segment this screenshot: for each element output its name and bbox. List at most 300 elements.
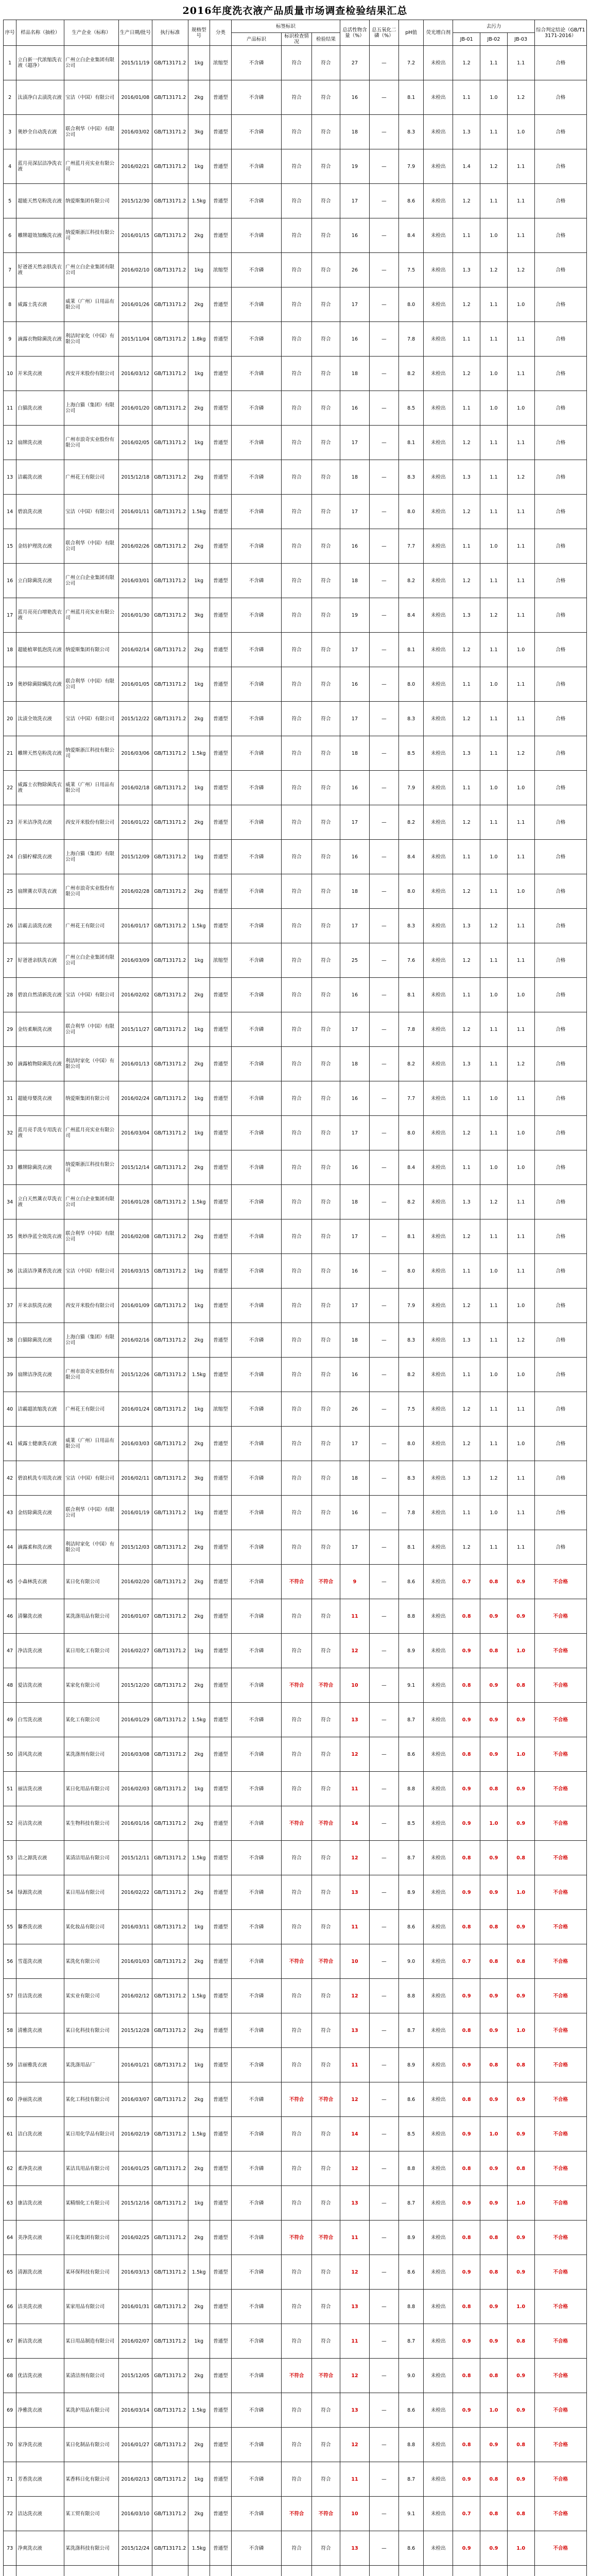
cell-active: 17: [340, 1427, 369, 1461]
cell-stain-a: 0.8: [453, 1841, 480, 1875]
cell-seq: 5: [4, 184, 16, 218]
cell-phosphate: —: [369, 495, 398, 529]
cell-stain-a: 0.9: [453, 1979, 480, 2013]
cell-result: 符合: [312, 2048, 340, 2082]
cell-date: 2015/12/11: [118, 1841, 152, 1875]
cell-check: 符合: [282, 1530, 312, 1565]
cell-producer: 广州花王有限公司: [64, 909, 118, 943]
cell-product: 蓝月亮手洗专用洗衣液: [16, 1116, 64, 1150]
cell-stain-c: 1.0: [507, 2290, 534, 2324]
cell-stain-c: 0.9: [507, 2082, 534, 2117]
cell-stain-b: 1.1: [480, 805, 508, 840]
cell-active: 18: [340, 1461, 369, 1496]
cell-active: [340, 2566, 369, 2576]
cell-stain-b: 1.1: [480, 287, 508, 322]
cell-date: 2016/02/26: [118, 529, 152, 564]
cell-product: 滴露柔和洗衣液: [16, 1530, 64, 1565]
cell-stain-a: 1.2: [453, 1289, 480, 1323]
cell-date: 2016/01/28: [118, 1185, 152, 1219]
table-row: [4, 2359, 587, 2393]
cell-verdict: 合格: [534, 1081, 586, 1116]
cell-spec: 1kg: [188, 1496, 210, 1530]
cell-stain-a: 0.8: [453, 1737, 480, 1772]
cell-result: 符合: [312, 1392, 340, 1427]
cell-result: 符合: [312, 495, 340, 529]
cell-verdict: 合格: [534, 426, 586, 460]
cell-claim: 不含磷: [232, 2531, 282, 2566]
cell-fluor: 未检出: [424, 1806, 453, 1841]
cell-stain-b: 1.1: [480, 460, 508, 495]
cell-seq: 11: [4, 391, 16, 426]
cell-verdict: 合格: [534, 253, 586, 287]
cell-standard: GB/T13171.2: [152, 840, 188, 874]
cell-producer: 上海白猫（集团）有限公司: [64, 391, 118, 426]
table-row: [4, 805, 587, 840]
cell-verdict: 不合格: [534, 2359, 586, 2393]
cell-phosphate: —: [369, 564, 398, 598]
cell-fluor: 未检出: [424, 1081, 453, 1116]
cell-fluor: 未检出: [424, 115, 453, 149]
cell-fluor: 未检出: [424, 2117, 453, 2151]
cell-check: 符合: [282, 1392, 312, 1427]
cell-verdict: 合格: [534, 909, 586, 943]
cell-stain-a: [453, 2566, 480, 2576]
cell-date: 2016/02/10: [118, 253, 152, 287]
cell-verdict: 不合格: [534, 2290, 586, 2324]
cell-active: 12: [340, 2255, 369, 2290]
cell-date: 2016/02/16: [118, 1323, 152, 1358]
cell-spec: 2kg: [188, 1737, 210, 1772]
cell-result: 符合: [312, 2186, 340, 2221]
cell-check: 符合: [282, 287, 312, 322]
cell-check: 符合: [282, 1737, 312, 1772]
cell-ph: 8.1: [398, 80, 424, 115]
cell-standard: GB/T13171.2: [152, 253, 188, 287]
cell-standard: GB/T13171.2: [152, 805, 188, 840]
cell-phosphate: —: [369, 218, 398, 253]
cell-producer: 某洗涤剂有限公司: [64, 1737, 118, 1772]
cell-fluor: 未检出: [424, 2324, 453, 2359]
cell-verdict: 不合格: [534, 2462, 586, 2497]
cell-standard: GB/T13171.2: [152, 2013, 188, 2048]
cell-fluor: 未检出: [424, 2221, 453, 2255]
cell-active: 16: [340, 218, 369, 253]
cell-verdict: 不合格: [534, 1910, 586, 1944]
cell-producer: 宝洁（中国）有限公司: [64, 978, 118, 1012]
cell-ph: 8.6: [398, 2531, 424, 2566]
cell-stain-a: 1.1: [453, 771, 480, 805]
cell-ph: 8.4: [398, 218, 424, 253]
cell-stain-a: 1.2: [453, 184, 480, 218]
cell-stain-b: 1.0: [480, 1150, 508, 1185]
cell-stain-b: 1.1: [480, 736, 508, 771]
cell-ph: 9.1: [398, 2497, 424, 2531]
cell-standard: GB/T13171.2: [152, 1392, 188, 1427]
cell-check: 不符合: [282, 2082, 312, 2117]
cell-stain-b: 0.9: [480, 1979, 508, 2013]
cell-check: 符合: [282, 253, 312, 287]
cell-fluor: 未检出: [424, 598, 453, 633]
cell-product: 小森林洗衣液: [16, 1565, 64, 1599]
cell-seq: 62: [4, 2151, 16, 2186]
cell-product: 扇牌洁净洗衣液: [16, 1358, 64, 1392]
cell-check: 符合: [282, 357, 312, 391]
table-row: [4, 322, 587, 357]
cell-check: 符合: [282, 1185, 312, 1219]
cell-fluor: 未检出: [424, 2497, 453, 2531]
cell-type: 普通型: [210, 529, 231, 564]
cell-ph: 8.2: [398, 564, 424, 598]
cell-date: 2015/12/28: [118, 2013, 152, 2048]
table-row: [4, 2531, 587, 2566]
cell-date: 2015/12/30: [118, 184, 152, 218]
cell-type: 普通型: [210, 495, 231, 529]
cell-check: 符合: [282, 1150, 312, 1185]
cell-stain-a: 1.2: [453, 564, 480, 598]
cell-claim: 不含磷: [232, 2082, 282, 2117]
cell-seq: [4, 2566, 16, 2576]
cell-date: 2016/02/07: [118, 2324, 152, 2359]
cell-active: 17: [340, 1116, 369, 1150]
cell-ph: 8.1: [398, 426, 424, 460]
cell-stain-a: 1.1: [453, 1081, 480, 1116]
cell-verdict: 合格: [534, 633, 586, 667]
cell-standard: GB/T13171.2: [152, 2324, 188, 2359]
cell-product: 芳香洗衣液: [16, 2462, 64, 2497]
cell-type: 普通型: [210, 2186, 231, 2221]
cell-claim: 不含磷: [232, 1150, 282, 1185]
cell-standard: GB/T13171.2: [152, 736, 188, 771]
cell-fluor: 未检出: [424, 2531, 453, 2566]
cell-stain-c: 0.9: [507, 1910, 534, 1944]
cell-claim: 不含磷: [232, 1668, 282, 1703]
cell-check: 符合: [282, 2462, 312, 2497]
cell-date: 2016/02/12: [118, 1979, 152, 2013]
cell-type: 普通型: [210, 1358, 231, 1392]
cell-spec: 2kg: [188, 218, 210, 253]
cell-standard: GB/T13171.2: [152, 598, 188, 633]
cell-claim: 不含磷: [232, 840, 282, 874]
cell-result: 符合: [312, 1634, 340, 1668]
table-row: [4, 218, 587, 253]
table-row: [4, 46, 587, 80]
header-fluor: 荧光增白剂: [424, 20, 453, 46]
cell-stain-c: 1.1: [507, 1496, 534, 1530]
cell-active: 18: [340, 736, 369, 771]
header-spec: 规格型号: [188, 20, 210, 46]
cell-product: 好爸爸天然亲肤洗衣液: [16, 253, 64, 287]
cell-verdict: 合格: [534, 287, 586, 322]
cell-ph: 8.1: [398, 1219, 424, 1254]
cell-spec: 1kg: [188, 2048, 210, 2082]
cell-active: 12: [340, 2359, 369, 2393]
cell-date: 2016/02/22: [118, 1875, 152, 1910]
cell-claim: 不含磷: [232, 287, 282, 322]
cell-verdict: 合格: [534, 1047, 586, 1081]
cell-fluor: 未检出: [424, 2255, 453, 2290]
cell-result: 符合: [312, 1289, 340, 1323]
cell-claim: 不含磷: [232, 1806, 282, 1841]
cell-check: 符合: [282, 529, 312, 564]
cell-active: 12: [340, 1841, 369, 1875]
cell-seq: 46: [4, 1599, 16, 1634]
cell-stain-a: 1.2: [453, 426, 480, 460]
cell-type: 普通型: [210, 2082, 231, 2117]
cell-claim: 不含磷: [232, 1565, 282, 1599]
cell-stain-b: 1.1: [480, 115, 508, 149]
cell-product: 立白新一代浓缩洗衣液（超净）: [16, 46, 64, 80]
cell-result: 符合: [312, 564, 340, 598]
cell-product: 家净洗衣液: [16, 2428, 64, 2462]
table-row: [4, 1254, 587, 1289]
table-row: [4, 1530, 587, 1565]
cell-phosphate: —: [369, 2324, 398, 2359]
cell-verdict: 不合格: [534, 1772, 586, 1806]
cell-producer: 某日化制品有限公司: [64, 2428, 118, 2462]
cell-stain-c: 1.1: [507, 598, 534, 633]
cell-result: 符合: [312, 1323, 340, 1358]
cell-date: 2016/01/11: [118, 495, 152, 529]
cell-fluor: 未检出: [424, 1289, 453, 1323]
cell-check: 符合: [282, 46, 312, 80]
cell-result: 符合: [312, 2151, 340, 2186]
cell-seq: 73: [4, 2531, 16, 2566]
cell-phosphate: —: [369, 115, 398, 149]
cell-stain-c: 1.0: [507, 633, 534, 667]
cell-fluor: 未检出: [424, 1910, 453, 1944]
cell-result: 不符合: [312, 1944, 340, 1979]
cell-phosphate: —: [369, 1496, 398, 1530]
cell-date: 2015/11/04: [118, 322, 152, 357]
cell-standard: GB/T13171.2: [152, 1599, 188, 1634]
cell-claim: 不含磷: [232, 1012, 282, 1047]
cell-stain-c: 0.8: [507, 2048, 534, 2082]
cell-verdict: 合格: [534, 564, 586, 598]
cell-active: 17: [340, 495, 369, 529]
cell-claim: 不含磷: [232, 978, 282, 1012]
cell-stain-b: 1.2: [480, 149, 508, 184]
cell-producer: 某家化有限公司: [64, 1668, 118, 1703]
cell-fluor: 未检出: [424, 1530, 453, 1565]
cell-type: 浓缩型: [210, 943, 231, 978]
cell-stain-c: 1.1: [507, 184, 534, 218]
cell-standard: GB/T13171.2: [152, 2221, 188, 2255]
cell-producer: 联合利华（中国）有限公司: [64, 529, 118, 564]
cell-spec: 2kg: [188, 874, 210, 909]
cell-stain-c: 1.0: [507, 1289, 534, 1323]
cell-phosphate: —: [369, 391, 398, 426]
cell-spec: 1kg: [188, 771, 210, 805]
cell-fluor: 未检出: [424, 2393, 453, 2428]
cell-ph: 8.8: [398, 2151, 424, 2186]
cell-ph: 8.8: [398, 1772, 424, 1806]
cell-stain-b: 1.0: [480, 80, 508, 115]
cell-producer: 西安开米股份有限公司: [64, 805, 118, 840]
cell-stain-a: 0.9: [453, 1703, 480, 1737]
cell-ph: 8.3: [398, 702, 424, 736]
cell-result: 符合: [312, 2290, 340, 2324]
cell-standard: GB/T13171.2: [152, 1427, 188, 1461]
cell-verdict: 合格: [534, 978, 586, 1012]
cell-fluor: 未检出: [424, 2186, 453, 2221]
cell-stain-b: 0.8: [480, 2497, 508, 2531]
cell-producer: 联合利华（中国）有限公司: [64, 667, 118, 702]
cell-standard: GB/T13171.2: [152, 978, 188, 1012]
cell-standard: GB/T13171.2: [152, 771, 188, 805]
cell-stain-c: 1.1: [507, 564, 534, 598]
cell-date: 2016/02/13: [118, 2462, 152, 2497]
cell-fluor: 未检出: [424, 460, 453, 495]
cell-ph: 8.3: [398, 1461, 424, 1496]
cell-active: 12: [340, 1979, 369, 2013]
cell-type: 普通型: [210, 1289, 231, 1323]
cell-active: 16: [340, 1254, 369, 1289]
cell-result: 符合: [312, 2531, 340, 2566]
cell-phosphate: —: [369, 253, 398, 287]
cell-producer: 某清洁用品有限公司: [64, 1841, 118, 1875]
cell-product: 丽洁洗衣液: [16, 1772, 64, 1806]
cell-producer: 联合利华（中国）有限公司: [64, 1219, 118, 1254]
cell-verdict: 合格: [534, 529, 586, 564]
cell-spec: 1.5kg: [188, 2255, 210, 2290]
cell-result: 符合: [312, 253, 340, 287]
cell-seq: 19: [4, 667, 16, 702]
cell-date: [118, 2566, 152, 2576]
cell-stain-b: 1.1: [480, 943, 508, 978]
cell-seq: 20: [4, 702, 16, 736]
cell-stain-a: 0.8: [453, 2151, 480, 2186]
cell-result: 符合: [312, 1047, 340, 1081]
cell-claim: 不含磷: [232, 1634, 282, 1668]
cell-ph: 7.8: [398, 322, 424, 357]
table-body: [4, 46, 587, 2576]
cell-producer: [64, 2566, 118, 2576]
cell-phosphate: —: [369, 322, 398, 357]
cell-ph: 7.2: [398, 46, 424, 80]
cell-stain-b: 0.9: [480, 2531, 508, 2566]
cell-phosphate: —: [369, 909, 398, 943]
cell-fluor: 未检出: [424, 1496, 453, 1530]
cell-active: 19: [340, 598, 369, 633]
cell-check: 符合: [282, 1219, 312, 1254]
cell-stain-b: 0.8: [480, 2462, 508, 2497]
cell-fluor: 未检出: [424, 1875, 453, 1910]
cell-active: 12: [340, 2428, 369, 2462]
cell-type: 普通型: [210, 564, 231, 598]
cell-claim: 不含磷: [232, 771, 282, 805]
cell-claim: 不含磷: [232, 1461, 282, 1496]
cell-type: 普通型: [210, 1737, 231, 1772]
cell-type: 普通型: [210, 1047, 231, 1081]
cell-seq: 16: [4, 564, 16, 598]
cell-claim: 不含磷: [232, 529, 282, 564]
cell-seq: 29: [4, 1012, 16, 1047]
cell-type: 普通型: [210, 2221, 231, 2255]
cell-verdict: 不合格: [534, 1979, 586, 2013]
cell-stain-c: 1.0: [507, 1150, 534, 1185]
cell-ph: 8.3: [398, 460, 424, 495]
cell-date: 2016/02/14: [118, 633, 152, 667]
cell-product: 清源洗衣液: [16, 2255, 64, 2290]
cell-phosphate: —: [369, 1910, 398, 1944]
cell-producer: 广州立白企业集团有限公司: [64, 1185, 118, 1219]
cell-active: 16: [340, 1081, 369, 1116]
cell-producer: 某日用化学品有限公司: [64, 2117, 118, 2151]
cell-seq: 2: [4, 80, 16, 115]
cell-stain-b: 1.1: [480, 426, 508, 460]
cell-product: 绿源洗衣液: [16, 1875, 64, 1910]
cell-fluor: [424, 2566, 453, 2576]
cell-ph: 8.7: [398, 2324, 424, 2359]
cell-type: 普通型: [210, 1116, 231, 1150]
cell-standard: GB/T13171.2: [152, 218, 188, 253]
cell-active: 12: [340, 2082, 369, 2117]
table-row: [4, 2290, 587, 2324]
header-standard: 执行标准: [152, 20, 188, 46]
table-row: [4, 80, 587, 115]
cell-claim: 不含磷: [232, 357, 282, 391]
cell-type: 浓缩型: [210, 46, 231, 80]
cell-phosphate: —: [369, 2359, 398, 2393]
cell-fluor: 未检出: [424, 1703, 453, 1737]
cell-stain-a: 0.8: [453, 2082, 480, 2117]
cell-verdict: 不合格: [534, 1599, 586, 1634]
cell-standard: GB/T13171.2: [152, 46, 188, 80]
cell-seq: 72: [4, 2497, 16, 2531]
cell-active: 10: [340, 2497, 369, 2531]
cell-ph: 7.9: [398, 771, 424, 805]
cell-standard: GB/T13171.2: [152, 1634, 188, 1668]
cell-producer: 广州立白企业集团有限公司: [64, 564, 118, 598]
cell-date: 2016/03/06: [118, 736, 152, 771]
cell-stain-a: 1.1: [453, 1496, 480, 1530]
cell-verdict: [534, 2566, 586, 2576]
cell-stain-a: 1.4: [453, 149, 480, 184]
cell-date: 2016/01/09: [118, 1289, 152, 1323]
table-row: [4, 2013, 587, 2048]
cell-active: 16: [340, 978, 369, 1012]
cell-producer: 某洗涤用品厂: [64, 2048, 118, 2082]
cell-spec: 1kg: [188, 2324, 210, 2359]
cell-verdict: 合格: [534, 322, 586, 357]
cell-result: 符合: [312, 1841, 340, 1875]
cell-seq: 68: [4, 2359, 16, 2393]
cell-producer: 纳爱斯浙江科技有限公司: [64, 1150, 118, 1185]
cell-seq: 69: [4, 2393, 16, 2428]
cell-seq: 45: [4, 1565, 16, 1599]
cell-phosphate: —: [369, 633, 398, 667]
cell-seq: 40: [4, 1392, 16, 1427]
cell-type: 普通型: [210, 1185, 231, 1219]
cell-stain-b: 1.0: [480, 2117, 508, 2151]
cell-spec: 1kg: [188, 943, 210, 978]
cell-product: 爱洁洗衣液: [16, 1668, 64, 1703]
cell-spec: 2kg: [188, 1047, 210, 1081]
cell-seq: 9: [4, 322, 16, 357]
cell-spec: 1.5kg: [188, 2393, 210, 2428]
cell-date: 2016/01/05: [118, 667, 152, 702]
cell-check: 符合: [282, 218, 312, 253]
table-row: [4, 1289, 587, 1323]
cell-result: 符合: [312, 80, 340, 115]
cell-phosphate: —: [369, 1979, 398, 2013]
cell-ph: [398, 2566, 424, 2576]
cell-type: 普通型: [210, 184, 231, 218]
cell-stain-b: 0.8: [480, 1772, 508, 1806]
cell-seq: 59: [4, 2048, 16, 2082]
cell-date: 2015/11/19: [118, 46, 152, 80]
cell-producer: 某日用化工有限公司: [64, 1634, 118, 1668]
